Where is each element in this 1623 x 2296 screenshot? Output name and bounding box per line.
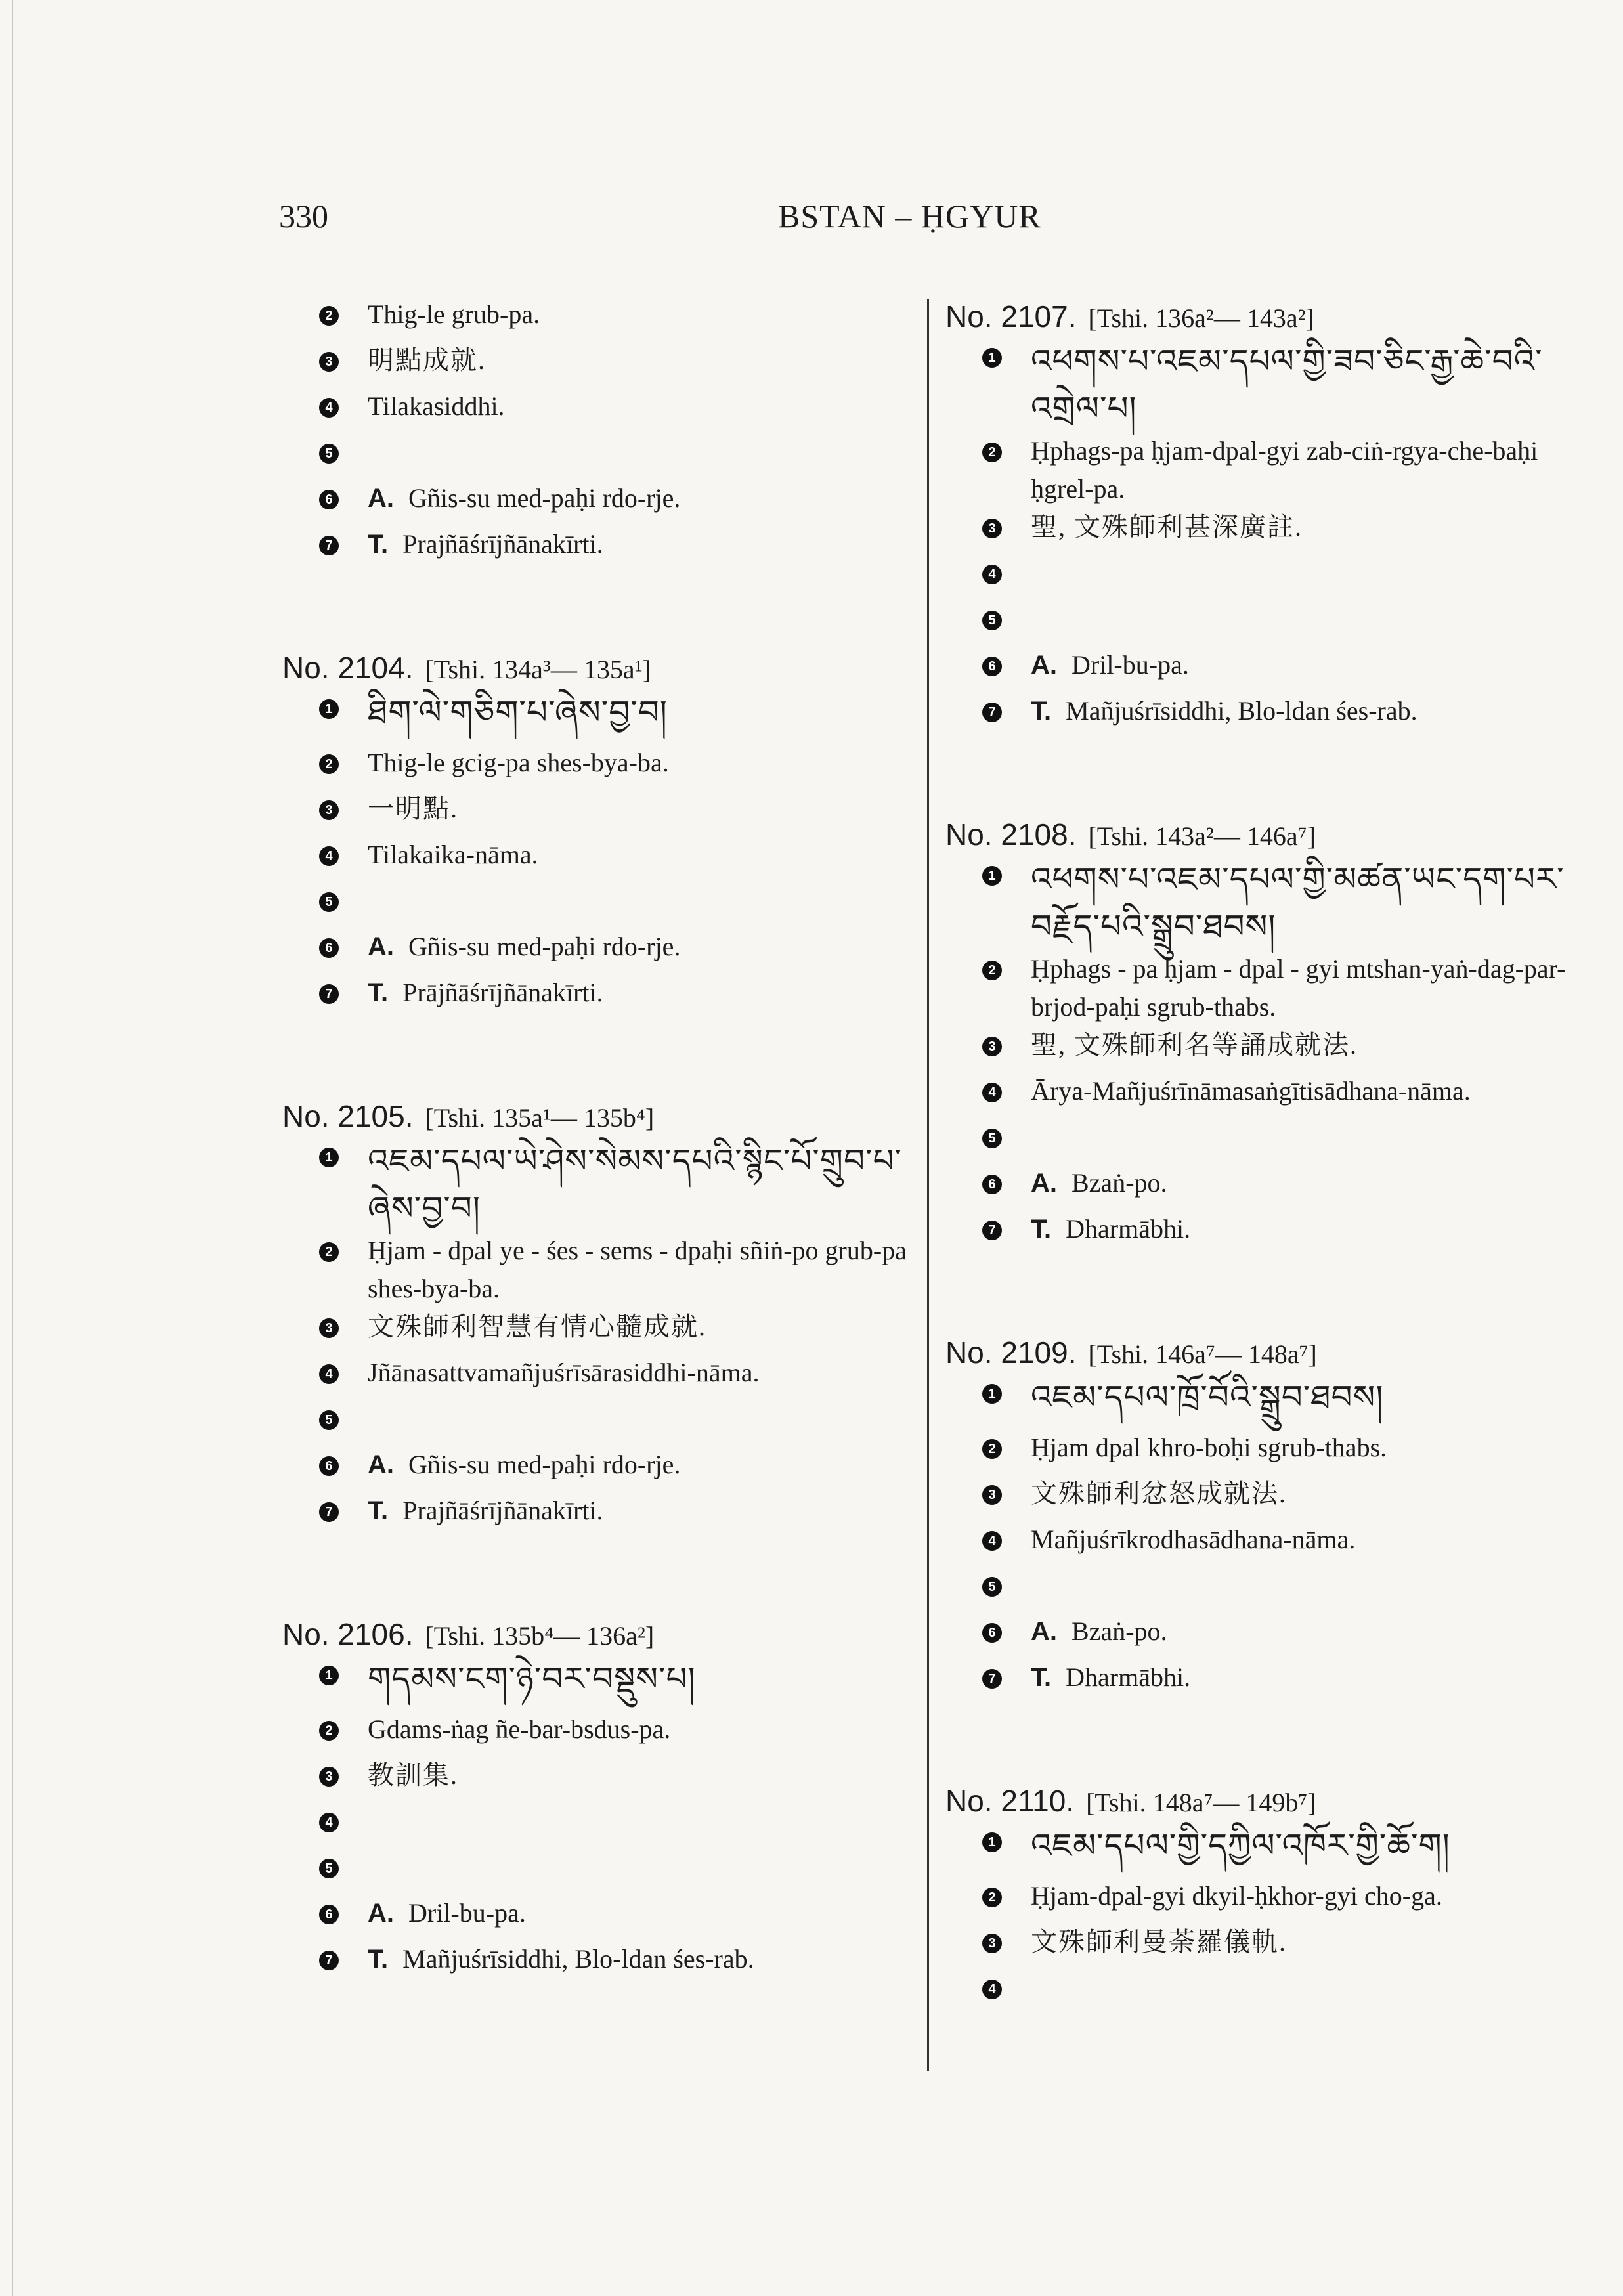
entry-line xyxy=(945,1923,1602,1969)
circled-number-icon: 5 xyxy=(982,1577,1002,1597)
entry-text xyxy=(368,974,913,1012)
entry-text xyxy=(1031,646,1602,684)
entry-line xyxy=(282,1710,913,1756)
entry-number: No. 2104. xyxy=(282,651,414,685)
entry-line xyxy=(945,1658,1602,1704)
catalog-entry xyxy=(945,1332,1602,1704)
person-names: Prajñāśrījñānakīrti. xyxy=(402,1496,603,1525)
circled-number-icon: 7 xyxy=(319,1502,339,1522)
circled-number-icon: 1 xyxy=(982,1384,1002,1404)
role-label: A. xyxy=(1031,1617,1057,1646)
entry-text xyxy=(1031,1210,1602,1248)
entry-text: Tilakasiddhi. xyxy=(368,391,505,421)
circled-number-icon: 7 xyxy=(319,1951,339,1970)
circled-number-icon: 1 xyxy=(319,1666,339,1685)
entry-number-heading xyxy=(945,813,1602,856)
circled-number-icon: 2 xyxy=(319,306,339,326)
entry-text: Mañjuśrīkrodhasādhana-nāma. xyxy=(1031,1525,1356,1554)
entry-line xyxy=(945,1118,1602,1164)
circled-number-icon: 3 xyxy=(319,1767,339,1787)
circled-number-icon: 4 xyxy=(319,846,339,866)
catalog-entry xyxy=(282,295,913,571)
circled-number-icon: 2 xyxy=(319,1242,339,1262)
role-label: A. xyxy=(368,1899,394,1928)
circled-number-icon: 4 xyxy=(319,1364,339,1384)
entry-text: 明點成就. xyxy=(368,345,486,375)
scan-edge-line xyxy=(12,0,13,2296)
circled-number-icon: 6 xyxy=(319,938,339,958)
entry-text: Tilakaika-nāma. xyxy=(368,840,538,869)
person-names: Dril-bu-pa. xyxy=(1071,650,1189,680)
catalog-entry xyxy=(945,1780,1602,2015)
role-label: T. xyxy=(1031,697,1052,726)
role-label: T. xyxy=(368,1945,389,1974)
entry-text: Ḥphags-pa ḥjam-dpal-gyi zab-ciṅ-rgya-che-baḥi ḥgrel-pa. xyxy=(1031,436,1538,504)
circled-number-icon: 2 xyxy=(982,443,1002,462)
circled-number-icon: 5 xyxy=(319,1410,339,1430)
entry-line xyxy=(282,1894,913,1940)
entry-text xyxy=(368,479,913,517)
role-label: A. xyxy=(368,1450,394,1479)
circled-number-icon: 4 xyxy=(982,1980,1002,1999)
entry-line xyxy=(282,433,913,479)
entry-line xyxy=(282,836,913,882)
entry-text: Jñānasattvamañjuśrīsārasiddhi-nāma. xyxy=(368,1358,760,1387)
circled-number-icon: 1 xyxy=(319,699,339,719)
entry-number: No. 2108. xyxy=(945,817,1077,852)
entry-line xyxy=(945,600,1602,646)
role-label: A. xyxy=(368,484,394,513)
tibetan-title: འཕགས་པ་འཇམ་དཔལ་གྱི་མཚན་ཡང་དག་པར་བརྗོད་པའི་སྒྲུབ་ཐབས། xyxy=(1031,860,1565,945)
entry-text: Ḥjam-dpal-gyi dkyil-ḥkhor-gyi cho-ga. xyxy=(1031,1881,1442,1911)
person-names: Dharmābhi. xyxy=(1066,1214,1191,1244)
entry-line xyxy=(282,1446,913,1492)
tibetan-title: ཐིག་ལེ་གཅིག་པ་ཞེས་བྱ་བ། xyxy=(368,693,668,731)
entry-line xyxy=(945,508,1602,554)
entry-text: 文殊師利忿怒成就法. xyxy=(1031,1479,1287,1508)
circled-number-icon: 2 xyxy=(319,754,339,774)
entry-text xyxy=(1031,1658,1602,1697)
circled-number-icon: 5 xyxy=(319,1859,339,1878)
person-names: Gñis-su med-paḥi rdo-rje. xyxy=(408,483,681,513)
person-names: Dril-bu-pa. xyxy=(408,1898,526,1928)
tibetan-title: འཇམ་དཔལ་ཡེ་ཤེས་སེམས་དཔའི་སྙིང་པོ་གྲུབ་པ་ཞེས་བྱ་བ། xyxy=(368,1142,903,1227)
entry-line xyxy=(945,1072,1602,1118)
circled-number-icon: 3 xyxy=(319,800,339,820)
entry-line xyxy=(282,1848,913,1894)
entry-text xyxy=(368,1894,913,1932)
entry-line xyxy=(945,1969,1602,2015)
person-names: Mañjuśrīsiddhi, Blo-ldan śes-rab. xyxy=(402,1944,754,1974)
person-names: Gñis-su med-paḥi rdo-rje. xyxy=(408,1450,681,1479)
entry-number-heading xyxy=(945,295,1602,337)
circled-number-icon: 7 xyxy=(319,536,339,555)
folio-range: [Tshi. 134a³— 135a¹] xyxy=(425,655,651,684)
role-label: T. xyxy=(1031,1215,1052,1244)
entry-text xyxy=(1031,692,1602,730)
entry-text: 一明點. xyxy=(368,794,458,823)
entry-number: No. 2110. xyxy=(945,1784,1075,1818)
column-divider xyxy=(927,299,929,2071)
entry-line xyxy=(282,1400,913,1446)
entry-line xyxy=(945,856,1602,950)
entry-line xyxy=(945,1877,1602,1923)
circled-number-icon: 3 xyxy=(319,1318,339,1338)
entry-line xyxy=(282,1655,913,1710)
entry-line xyxy=(282,1492,913,1538)
person-names: Mañjuśrīsiddhi, Blo-ldan śes-rab. xyxy=(1066,696,1417,726)
entry-line xyxy=(282,1308,913,1354)
entry-text xyxy=(1031,1164,1602,1202)
entry-line xyxy=(945,432,1602,508)
entry-text: Ārya-Mañjuśrīnāmasaṅgītisādhana-nāma. xyxy=(1031,1076,1471,1106)
role-label: T. xyxy=(368,1496,389,1525)
entry-line xyxy=(945,1026,1602,1072)
catalog-entry xyxy=(282,647,913,1020)
entry-line xyxy=(282,341,913,387)
right-column xyxy=(945,295,1602,2090)
entry-text: 文殊師利智慧有情心髓成就. xyxy=(368,1312,706,1341)
circled-number-icon: 3 xyxy=(982,1037,1002,1056)
circled-number-icon: 3 xyxy=(982,519,1002,538)
circled-number-icon: 4 xyxy=(982,1083,1002,1102)
entry-text xyxy=(368,928,913,966)
entry-line xyxy=(282,1137,913,1232)
folio-range: [Tshi. 146a⁷— 148a⁷] xyxy=(1088,1339,1317,1369)
circled-number-icon: 3 xyxy=(319,352,339,372)
person-names: Dharmābhi. xyxy=(1066,1662,1191,1692)
entry-line xyxy=(945,1822,1602,1877)
circled-number-icon: 1 xyxy=(982,1832,1002,1852)
folio-range: [Tshi. 148a⁷— 149b⁷] xyxy=(1086,1788,1316,1817)
circled-number-icon: 3 xyxy=(982,1934,1002,1953)
entry-line xyxy=(945,1164,1602,1210)
entry-line xyxy=(282,1802,913,1848)
role-label: A. xyxy=(1031,1169,1057,1198)
person-names: Prajñāśrījñānakīrti. xyxy=(402,529,603,559)
entry-line xyxy=(282,1756,913,1802)
entry-text: 教訓集. xyxy=(368,1760,458,1790)
entry-number-heading xyxy=(282,1095,913,1137)
entry-text xyxy=(368,1940,913,1978)
circled-number-icon: 5 xyxy=(982,1129,1002,1148)
circled-number-icon: 4 xyxy=(982,565,1002,584)
entry-text: Thig-le gcig-pa shes-bya-ba. xyxy=(368,748,669,777)
entry-line xyxy=(945,1210,1602,1256)
entry-text xyxy=(368,525,913,563)
circled-number-icon: 1 xyxy=(982,348,1002,368)
entry-text: Ḥphags - pa ḥjam - dpal - gyi mtshan-yaṅ-dag-par-brjod-paḥi sgrub-thabs. xyxy=(1031,954,1566,1022)
circled-number-icon: 2 xyxy=(319,1721,339,1741)
catalog-entry xyxy=(282,1613,913,1986)
person-names: Bzaṅ-po. xyxy=(1071,1168,1167,1198)
circled-number-icon: 6 xyxy=(319,490,339,509)
role-label: T. xyxy=(368,978,389,1007)
person-names: Prājñāśrījñānakīrti. xyxy=(402,978,603,1007)
role-label: A. xyxy=(368,932,394,961)
entry-number: No. 2106. xyxy=(282,1617,414,1651)
entry-number-heading xyxy=(282,647,913,689)
entry-line xyxy=(945,1613,1602,1658)
circled-number-icon: 3 xyxy=(982,1485,1002,1505)
circled-number-icon: 6 xyxy=(982,1623,1002,1643)
circled-number-icon: 6 xyxy=(319,1456,339,1476)
circled-number-icon: 7 xyxy=(982,1221,1002,1240)
entry-text: Gdams-ṅag ñe-bar-bsdus-pa. xyxy=(368,1714,671,1744)
entry-line xyxy=(945,554,1602,600)
entry-number-heading xyxy=(945,1780,1602,1822)
entry-number: No. 2105. xyxy=(282,1099,414,1133)
entry-line xyxy=(282,1940,913,1986)
catalog-entry xyxy=(945,813,1602,1256)
entry-line xyxy=(282,479,913,525)
tibetan-title: འཇམ་དཔལ་གྱི་དཀྱིལ་འཁོར་གྱི་ཆོ་ག། xyxy=(1031,1827,1450,1865)
entry-text: 聖, 文殊師利甚深廣註. xyxy=(1031,512,1303,542)
role-label: A. xyxy=(1031,651,1057,680)
circled-number-icon: 5 xyxy=(982,611,1002,630)
folio-range: [Tshi. 135a¹— 135b⁴] xyxy=(425,1103,655,1133)
circled-number-icon: 4 xyxy=(319,398,339,418)
entry-text: Ḥjam - dpal ye - śes - sems - dpaḥi sñiṅ-po grub-pa shes-bya-ba. xyxy=(368,1236,907,1303)
entry-line xyxy=(282,974,913,1020)
circled-number-icon: 2 xyxy=(982,1439,1002,1459)
circled-number-icon: 7 xyxy=(982,703,1002,722)
entry-line xyxy=(282,295,913,341)
entry-line xyxy=(282,744,913,790)
entry-line xyxy=(945,646,1602,692)
circled-number-icon: 7 xyxy=(319,984,339,1004)
entry-text: Ḥjam dpal khro-boḥi sgrub-thabs. xyxy=(1031,1433,1387,1462)
catalog-entry xyxy=(945,295,1602,738)
circled-number-icon: 5 xyxy=(319,892,339,912)
left-column xyxy=(282,295,913,2062)
running-title: BSTAN – ḤGYUR xyxy=(778,198,1041,234)
folio-range: [Tshi. 143a²— 146a⁷] xyxy=(1088,821,1316,851)
folio-range: [Tshi. 135b⁴— 136a²] xyxy=(425,1621,655,1651)
entry-line xyxy=(282,928,913,974)
circled-number-icon: 6 xyxy=(982,657,1002,676)
entry-line xyxy=(282,689,913,744)
entry-line xyxy=(945,950,1602,1026)
entry-text xyxy=(368,1446,913,1484)
circled-number-icon: 6 xyxy=(982,1175,1002,1194)
entry-line xyxy=(945,337,1602,432)
person-names: Bzaṅ-po. xyxy=(1071,1616,1167,1646)
circled-number-icon: 4 xyxy=(982,1531,1002,1551)
circled-number-icon: 4 xyxy=(319,1813,339,1832)
entry-line xyxy=(282,387,913,433)
role-label: T. xyxy=(1031,1663,1052,1692)
entry-number: No. 2107. xyxy=(945,299,1077,334)
entry-line xyxy=(282,525,913,571)
entry-line xyxy=(945,692,1602,738)
circled-number-icon: 5 xyxy=(319,444,339,464)
entry-line xyxy=(945,1567,1602,1613)
catalog-entry xyxy=(282,1095,913,1538)
entry-text xyxy=(1031,1613,1602,1651)
person-names: Gñis-su med-paḥi rdo-rje. xyxy=(408,932,681,961)
folio-range: [Tshi. 136a²— 143a²] xyxy=(1088,303,1314,333)
entry-line xyxy=(282,882,913,928)
tibetan-title: འཕགས་པ་འཇམ་དཔལ་གྱི་ཟབ་ཅིང་རྒྱ་ཆེ་བའི་འགྲེལ་པ། xyxy=(1031,342,1543,427)
tibetan-title: གདམས་ངག་ཉེ་བར་བསྡུས་པ། xyxy=(368,1660,696,1698)
page-header xyxy=(279,197,1073,236)
entry-number: No. 2109. xyxy=(945,1335,1077,1370)
entry-text xyxy=(368,1492,913,1530)
tibetan-title: འཇམ་དཔལ་ཁྲོ་བོའི་སྒྲུབ་ཐབས། xyxy=(1031,1378,1384,1416)
page-number: 330 xyxy=(279,198,328,234)
role-label: T. xyxy=(368,530,389,559)
circled-number-icon: 6 xyxy=(319,1905,339,1924)
entry-line xyxy=(945,1429,1602,1475)
entry-text: Thig-le grub-pa. xyxy=(368,299,540,329)
entry-line xyxy=(282,1232,913,1308)
circled-number-icon: 1 xyxy=(319,1148,339,1167)
entry-line xyxy=(282,790,913,836)
circled-number-icon: 7 xyxy=(982,1669,1002,1689)
entry-number-heading xyxy=(945,1332,1602,1374)
entry-line xyxy=(282,1354,913,1400)
circled-number-icon: 2 xyxy=(982,1888,1002,1907)
circled-number-icon: 1 xyxy=(982,866,1002,886)
entry-line xyxy=(945,1475,1602,1521)
entry-line xyxy=(945,1374,1602,1429)
circled-number-icon: 2 xyxy=(982,961,1002,980)
entry-text: 聖, 文殊師利名等誦成就法. xyxy=(1031,1030,1358,1060)
entry-number-heading xyxy=(282,1613,913,1655)
entry-text: 文殊師利曼荼羅儀軌. xyxy=(1031,1927,1287,1957)
entry-line xyxy=(945,1521,1602,1567)
